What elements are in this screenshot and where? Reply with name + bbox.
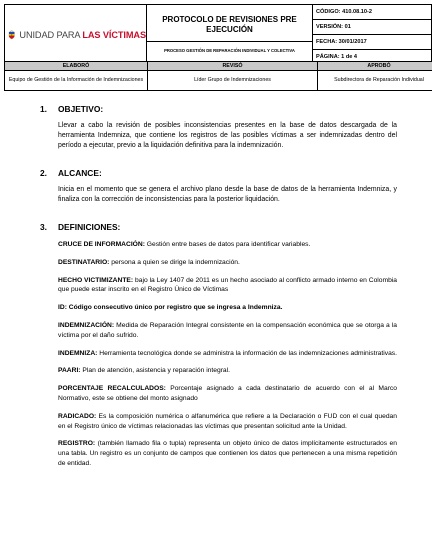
definition-term: PAARI: — [58, 367, 81, 375]
section-heading-objetivo — [40, 104, 397, 114]
definition-text: Gestión entre bases de datos para identificar variables. — [144, 241, 311, 248]
section-title: OBJETIVO: — [58, 104, 104, 114]
elaboro-header: ELABORÓ — [5, 62, 148, 71]
section-heading-definiciones — [40, 222, 397, 232]
definition-item — [58, 384, 397, 404]
objetivo-paragraph: Llevar a cabo la revisión de posibles inconsistencias presentes en la base de datos descargada de la herramienta Indemniza, que contiene los registros de las posibles víctimas a ser indemnizadas dentro del período a ejecutar, previo a la liquidación definitiva para la indemnización. — [58, 122, 397, 149]
definition-text: Herramienta tecnológica donde se administra la información de las indemnizaciones administrativas. — [97, 349, 397, 357]
coat-of-arms-icon — [8, 22, 15, 48]
definition-term: INDEMNIZACIÓN: — [58, 321, 115, 329]
logo-wordmark — [19, 30, 146, 40]
definitions-list — [40, 240, 397, 469]
title-cell — [147, 5, 313, 65]
definition-term: HECHO VICTIMIZANTE: — [58, 276, 134, 284]
unidad-victimas-logo — [8, 22, 146, 48]
document-date: FECHA: 30/01/2017 — [313, 35, 431, 50]
alcance-paragraph: Inicia en el momento que se genera el archivo plano desde la base de datos de la herramienta Indemniza, y finaliza con la corrección de inconsistencias para la posterior liquidación. — [58, 186, 397, 203]
definition-item — [58, 366, 397, 376]
document-version: VERSIÓN: 01 — [313, 20, 431, 35]
section-number: 3. — [40, 222, 47, 232]
definition-term: ID: Código consecutivo único por registro que se ingresa a Indemniza. — [58, 304, 283, 312]
aprobo-header: APROBÓ — [318, 62, 432, 71]
definition-text: Plan de atención, asistencia y reparación integral. — [80, 367, 230, 375]
section-number: 2. — [40, 168, 47, 178]
logo-text-part1: UNIDAD PARA — [19, 29, 83, 40]
definition-term: REGISTRO: — [58, 440, 96, 448]
reviso-value: Líder Grupo de Indemnizaciones — [148, 71, 318, 91]
definition-text: Es la composición numérica o alfanumérica que refiere a la Declaración o FUD con el cual quedan en el Registro único de víctimas relacionadas las víctimas que presentan solicitud ante la Unidad. — [58, 412, 397, 430]
reviso-header: REVISÓ — [148, 62, 318, 71]
definition-text: bajo la Ley 1407 de 2011 es un hecho asociado al conflicto armado interno en Colombia que puede estar inscrito en el Registro Único de Víctimas — [58, 276, 397, 294]
section-heading-alcance — [40, 168, 397, 178]
definition-text: persona a quien se dirige la indemnización. — [109, 258, 240, 266]
definition-item — [58, 439, 397, 468]
metadata-cell — [313, 5, 432, 65]
definition-term: CRUCE DE INFORMACIÓN: — [58, 241, 145, 248]
section-title: ALCANCE: — [58, 168, 102, 178]
logo-text-part2: LAS VÍCTIMAS — [82, 29, 146, 40]
section-number: 1. — [40, 104, 47, 114]
definition-text: (también llamado fila o tupla) representa un objeto único de datos implícitamente estructurados en una tabla. Un registro es un conjunto de campos que contienen los datos que pertenecen a una misma repetición de entidad. — [58, 440, 397, 467]
logo-cell — [5, 5, 147, 65]
document-body — [40, 104, 397, 469]
definition-item — [58, 276, 397, 296]
definition-item — [58, 258, 397, 268]
definition-term: RADICADO: — [58, 412, 97, 420]
document-title: PROTOCOLO DE REVISIONES PRE EJECUCIÓN — [162, 15, 297, 34]
definition-item — [58, 321, 397, 341]
document-code: CÓDIGO: 410.08.10-2 — [313, 5, 431, 20]
definition-item — [58, 240, 397, 250]
definition-term: PORCENTAJE RECALCULADOS: — [58, 385, 166, 393]
section-title: DEFINICIONES: — [58, 222, 121, 232]
definition-text: Porcentaje asignado a cada destinatario de acuerdo con el al Marco Normativo, este se obtiene del monto asignado — [58, 385, 397, 402]
definition-term: DESTINATARIO: — [58, 258, 110, 266]
definition-text: Medida de Reparación Integral consistente en la compensación económica que se otorga a la víctima por el daño sufrido. — [58, 321, 397, 339]
definition-item — [58, 303, 397, 313]
definition-item — [58, 349, 397, 359]
definition-item — [58, 412, 397, 432]
document-header — [4, 4, 432, 65]
approval-table — [4, 61, 432, 91]
page-number: PÁGINA: 1 de 4 — [316, 54, 358, 60]
process-name: PROCESO GESTIÓN DE REPARACIÓN INDIVIDUAL Y COLECTIVA — [147, 41, 312, 58]
aprobo-value: Subdirectora de Reparación Individual — [318, 71, 432, 91]
elaboro-value: Equipo de Gestión de la Información de Indemnizaciones — [5, 71, 148, 91]
definition-term: INDEMNIZA: — [58, 349, 98, 357]
